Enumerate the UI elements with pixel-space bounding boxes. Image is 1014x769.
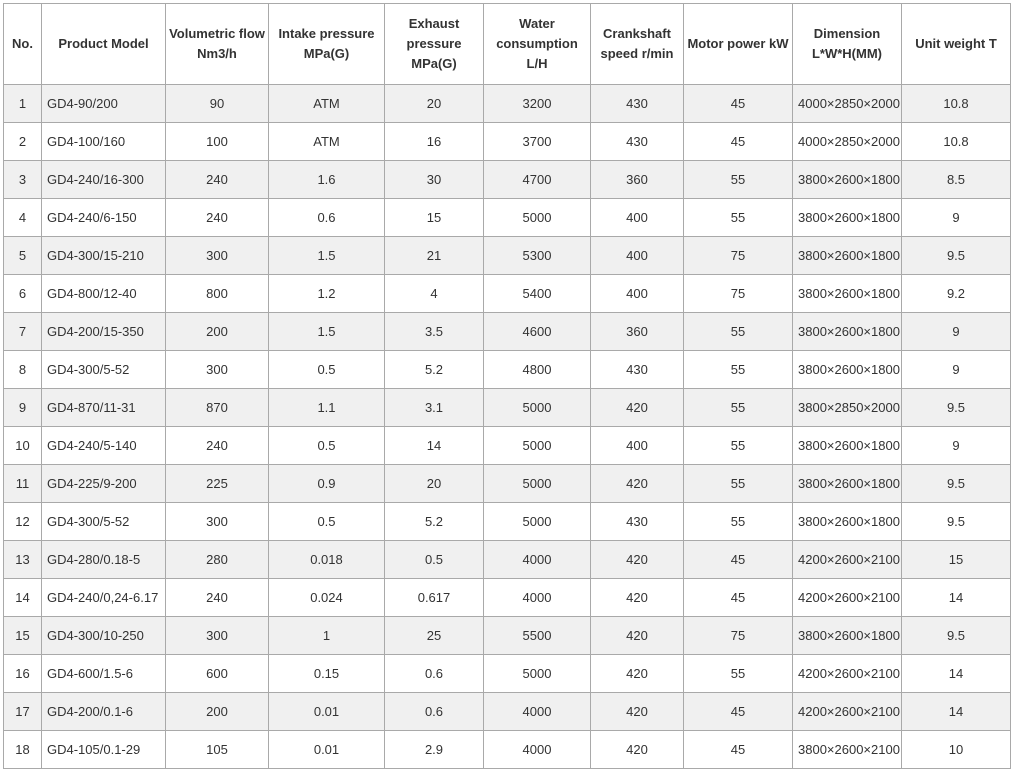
cell-motor-power: 55 xyxy=(684,199,793,237)
cell-unit-weight: 10.8 xyxy=(902,85,1011,123)
cell-no: 12 xyxy=(4,503,42,541)
header-crankshaft-speed: Crankshaft speed r/min xyxy=(591,4,684,85)
cell-water-consumption: 3200 xyxy=(484,85,591,123)
cell-intake-pressure: 0.5 xyxy=(269,427,385,465)
cell-intake-pressure: 1.6 xyxy=(269,161,385,199)
table-row xyxy=(4,351,1011,389)
cell-exhaust-pressure: 14 xyxy=(385,427,484,465)
cell-unit-weight: 14 xyxy=(902,579,1011,617)
cell-intake-pressure: 0.15 xyxy=(269,655,385,693)
cell-motor-power: 75 xyxy=(684,237,793,275)
cell-intake-pressure: 0.6 xyxy=(269,199,385,237)
cell-exhaust-pressure: 16 xyxy=(385,123,484,161)
cell-crankshaft-speed: 420 xyxy=(591,541,684,579)
cell-water-consumption: 5000 xyxy=(484,655,591,693)
table-row xyxy=(4,199,1011,237)
cell-unit-weight: 10 xyxy=(902,731,1011,769)
cell-product-model: GD4-200/15-350 xyxy=(42,313,166,351)
cell-crankshaft-speed: 400 xyxy=(591,427,684,465)
cell-dimension: 3800×2850×2000 xyxy=(793,389,902,427)
cell-product-model: GD4-240/16-300 xyxy=(42,161,166,199)
cell-exhaust-pressure: 5.2 xyxy=(385,503,484,541)
cell-exhaust-pressure: 3.1 xyxy=(385,389,484,427)
cell-crankshaft-speed: 400 xyxy=(591,237,684,275)
cell-motor-power: 45 xyxy=(684,85,793,123)
cell-product-model: GD4-280/0.18-5 xyxy=(42,541,166,579)
cell-product-model: GD4-800/12-40 xyxy=(42,275,166,313)
cell-motor-power: 55 xyxy=(684,313,793,351)
cell-crankshaft-speed: 360 xyxy=(591,313,684,351)
cell-no: 15 xyxy=(4,617,42,655)
table-row xyxy=(4,85,1011,123)
cell-dimension: 4200×2600×2100 xyxy=(793,541,902,579)
table-row xyxy=(4,313,1011,351)
cell-water-consumption: 5400 xyxy=(484,275,591,313)
cell-motor-power: 55 xyxy=(684,465,793,503)
cell-crankshaft-speed: 430 xyxy=(591,503,684,541)
cell-exhaust-pressure: 21 xyxy=(385,237,484,275)
cell-crankshaft-speed: 420 xyxy=(591,389,684,427)
cell-no: 14 xyxy=(4,579,42,617)
cell-product-model: GD4-300/5-52 xyxy=(42,351,166,389)
cell-intake-pressure: 1.5 xyxy=(269,313,385,351)
table-row xyxy=(4,731,1011,769)
cell-no: 17 xyxy=(4,693,42,731)
cell-crankshaft-speed: 360 xyxy=(591,161,684,199)
header-motor-power: Motor power kW xyxy=(684,4,793,85)
cell-no: 5 xyxy=(4,237,42,275)
cell-motor-power: 55 xyxy=(684,161,793,199)
cell-unit-weight: 9.5 xyxy=(902,465,1011,503)
cell-volumetric-flow: 200 xyxy=(166,313,269,351)
table-row xyxy=(4,123,1011,161)
cell-no: 1 xyxy=(4,85,42,123)
cell-no: 7 xyxy=(4,313,42,351)
cell-unit-weight: 15 xyxy=(902,541,1011,579)
cell-intake-pressure: 1.2 xyxy=(269,275,385,313)
cell-unit-weight: 8.5 xyxy=(902,161,1011,199)
cell-unit-weight: 9 xyxy=(902,351,1011,389)
cell-no: 3 xyxy=(4,161,42,199)
cell-volumetric-flow: 870 xyxy=(166,389,269,427)
cell-exhaust-pressure: 5.2 xyxy=(385,351,484,389)
cell-no: 4 xyxy=(4,199,42,237)
cell-exhaust-pressure: 20 xyxy=(385,465,484,503)
cell-water-consumption: 4000 xyxy=(484,579,591,617)
cell-dimension: 4000×2850×2000 xyxy=(793,123,902,161)
cell-dimension: 3800×2600×1800 xyxy=(793,351,902,389)
cell-intake-pressure: 1.1 xyxy=(269,389,385,427)
cell-intake-pressure: ATM xyxy=(269,123,385,161)
table-row xyxy=(4,693,1011,731)
cell-crankshaft-speed: 420 xyxy=(591,731,684,769)
cell-volumetric-flow: 100 xyxy=(166,123,269,161)
cell-intake-pressure: ATM xyxy=(269,85,385,123)
cell-intake-pressure: 0.5 xyxy=(269,351,385,389)
table-row xyxy=(4,579,1011,617)
cell-product-model: GD4-300/10-250 xyxy=(42,617,166,655)
cell-motor-power: 55 xyxy=(684,389,793,427)
cell-water-consumption: 4000 xyxy=(484,731,591,769)
cell-unit-weight: 9.5 xyxy=(902,617,1011,655)
cell-dimension: 3800×2600×1800 xyxy=(793,313,902,351)
cell-motor-power: 45 xyxy=(684,579,793,617)
cell-water-consumption: 5300 xyxy=(484,237,591,275)
cell-dimension: 3800×2600×2100 xyxy=(793,731,902,769)
cell-product-model: GD4-100/160 xyxy=(42,123,166,161)
cell-intake-pressure: 0.018 xyxy=(269,541,385,579)
cell-dimension: 3800×2600×1800 xyxy=(793,275,902,313)
table-body xyxy=(4,85,1011,769)
cell-water-consumption: 4000 xyxy=(484,693,591,731)
cell-volumetric-flow: 300 xyxy=(166,237,269,275)
cell-crankshaft-speed: 430 xyxy=(591,123,684,161)
cell-no: 13 xyxy=(4,541,42,579)
cell-product-model: GD4-240/6-150 xyxy=(42,199,166,237)
cell-intake-pressure: 0.01 xyxy=(269,731,385,769)
table-row xyxy=(4,617,1011,655)
cell-motor-power: 45 xyxy=(684,731,793,769)
cell-crankshaft-speed: 420 xyxy=(591,465,684,503)
table-row xyxy=(4,465,1011,503)
table-header-row xyxy=(4,4,1011,85)
cell-exhaust-pressure: 3.5 xyxy=(385,313,484,351)
header-product-model: Product Model xyxy=(42,4,166,85)
cell-crankshaft-speed: 420 xyxy=(591,693,684,731)
cell-intake-pressure: 1 xyxy=(269,617,385,655)
cell-no: 16 xyxy=(4,655,42,693)
cell-dimension: 3800×2600×1800 xyxy=(793,465,902,503)
cell-dimension: 4000×2850×2000 xyxy=(793,85,902,123)
cell-volumetric-flow: 800 xyxy=(166,275,269,313)
cell-exhaust-pressure: 30 xyxy=(385,161,484,199)
cell-product-model: GD4-870/11-31 xyxy=(42,389,166,427)
cell-motor-power: 55 xyxy=(684,655,793,693)
cell-dimension: 4200×2600×2100 xyxy=(793,579,902,617)
cell-unit-weight: 9.5 xyxy=(902,389,1011,427)
cell-crankshaft-speed: 420 xyxy=(591,655,684,693)
cell-exhaust-pressure: 0.6 xyxy=(385,655,484,693)
cell-unit-weight: 9.5 xyxy=(902,503,1011,541)
cell-dimension: 4200×2600×2100 xyxy=(793,655,902,693)
cell-volumetric-flow: 280 xyxy=(166,541,269,579)
product-spec-table xyxy=(3,3,1011,769)
cell-motor-power: 55 xyxy=(684,351,793,389)
cell-unit-weight: 14 xyxy=(902,655,1011,693)
cell-exhaust-pressure: 0.617 xyxy=(385,579,484,617)
cell-no: 11 xyxy=(4,465,42,503)
cell-no: 2 xyxy=(4,123,42,161)
cell-unit-weight: 9.5 xyxy=(902,237,1011,275)
cell-no: 9 xyxy=(4,389,42,427)
cell-volumetric-flow: 240 xyxy=(166,161,269,199)
table-row xyxy=(4,427,1011,465)
cell-dimension: 4200×2600×2100 xyxy=(793,693,902,731)
cell-crankshaft-speed: 430 xyxy=(591,85,684,123)
cell-water-consumption: 4800 xyxy=(484,351,591,389)
cell-dimension: 3800×2600×1800 xyxy=(793,617,902,655)
table-row xyxy=(4,161,1011,199)
cell-water-consumption: 5500 xyxy=(484,617,591,655)
cell-dimension: 3800×2600×1800 xyxy=(793,161,902,199)
cell-dimension: 3800×2600×1800 xyxy=(793,503,902,541)
header-water-consumption: Water consumption L/H xyxy=(484,4,591,85)
table-row xyxy=(4,541,1011,579)
cell-water-consumption: 5000 xyxy=(484,465,591,503)
cell-volumetric-flow: 300 xyxy=(166,617,269,655)
cell-crankshaft-speed: 430 xyxy=(591,351,684,389)
cell-water-consumption: 4000 xyxy=(484,541,591,579)
cell-unit-weight: 14 xyxy=(902,693,1011,731)
cell-motor-power: 45 xyxy=(684,541,793,579)
table-row xyxy=(4,503,1011,541)
cell-crankshaft-speed: 420 xyxy=(591,579,684,617)
cell-water-consumption: 4700 xyxy=(484,161,591,199)
cell-water-consumption: 3700 xyxy=(484,123,591,161)
cell-product-model: GD4-225/9-200 xyxy=(42,465,166,503)
cell-intake-pressure: 0.5 xyxy=(269,503,385,541)
spec-table-container xyxy=(3,3,1011,769)
header-volumetric-flow: Volumetric flow Nm3/h xyxy=(166,4,269,85)
cell-product-model: GD4-105/0.1-29 xyxy=(42,731,166,769)
cell-volumetric-flow: 105 xyxy=(166,731,269,769)
cell-intake-pressure: 0.024 xyxy=(269,579,385,617)
cell-volumetric-flow: 90 xyxy=(166,85,269,123)
cell-no: 10 xyxy=(4,427,42,465)
cell-water-consumption: 5000 xyxy=(484,427,591,465)
header-unit-weight: Unit weight T xyxy=(902,4,1011,85)
header-intake-pressure: Intake pressure MPa(G) xyxy=(269,4,385,85)
cell-volumetric-flow: 300 xyxy=(166,351,269,389)
cell-exhaust-pressure: 0.6 xyxy=(385,693,484,731)
cell-product-model: GD4-300/5-52 xyxy=(42,503,166,541)
cell-exhaust-pressure: 2.9 xyxy=(385,731,484,769)
cell-product-model: GD4-200/0.1-6 xyxy=(42,693,166,731)
cell-exhaust-pressure: 15 xyxy=(385,199,484,237)
header-dimension: Dimension L*W*H(MM) xyxy=(793,4,902,85)
cell-dimension: 3800×2600×1800 xyxy=(793,427,902,465)
table-row xyxy=(4,275,1011,313)
cell-no: 6 xyxy=(4,275,42,313)
cell-unit-weight: 9 xyxy=(902,199,1011,237)
cell-no: 18 xyxy=(4,731,42,769)
cell-crankshaft-speed: 400 xyxy=(591,275,684,313)
cell-intake-pressure: 0.9 xyxy=(269,465,385,503)
cell-motor-power: 75 xyxy=(684,275,793,313)
cell-product-model: GD4-90/200 xyxy=(42,85,166,123)
cell-water-consumption: 5000 xyxy=(484,389,591,427)
cell-unit-weight: 9 xyxy=(902,313,1011,351)
cell-volumetric-flow: 240 xyxy=(166,579,269,617)
cell-unit-weight: 10.8 xyxy=(902,123,1011,161)
cell-volumetric-flow: 200 xyxy=(166,693,269,731)
cell-motor-power: 45 xyxy=(684,693,793,731)
cell-unit-weight: 9 xyxy=(902,427,1011,465)
table-row xyxy=(4,237,1011,275)
cell-exhaust-pressure: 0.5 xyxy=(385,541,484,579)
cell-motor-power: 55 xyxy=(684,503,793,541)
header-no: No. xyxy=(4,4,42,85)
cell-water-consumption: 5000 xyxy=(484,199,591,237)
cell-intake-pressure: 1.5 xyxy=(269,237,385,275)
cell-crankshaft-speed: 420 xyxy=(591,617,684,655)
cell-intake-pressure: 0.01 xyxy=(269,693,385,731)
cell-product-model: GD4-300/15-210 xyxy=(42,237,166,275)
cell-no: 8 xyxy=(4,351,42,389)
cell-exhaust-pressure: 20 xyxy=(385,85,484,123)
cell-volumetric-flow: 300 xyxy=(166,503,269,541)
cell-crankshaft-speed: 400 xyxy=(591,199,684,237)
cell-volumetric-flow: 600 xyxy=(166,655,269,693)
cell-dimension: 3800×2600×1800 xyxy=(793,237,902,275)
cell-water-consumption: 5000 xyxy=(484,503,591,541)
cell-motor-power: 45 xyxy=(684,123,793,161)
table-row xyxy=(4,655,1011,693)
cell-product-model: GD4-240/5-140 xyxy=(42,427,166,465)
cell-motor-power: 75 xyxy=(684,617,793,655)
cell-exhaust-pressure: 25 xyxy=(385,617,484,655)
cell-unit-weight: 9.2 xyxy=(902,275,1011,313)
cell-exhaust-pressure: 4 xyxy=(385,275,484,313)
cell-product-model: GD4-240/0,24-6.17 xyxy=(42,579,166,617)
cell-volumetric-flow: 240 xyxy=(166,199,269,237)
table-row xyxy=(4,389,1011,427)
cell-volumetric-flow: 225 xyxy=(166,465,269,503)
cell-volumetric-flow: 240 xyxy=(166,427,269,465)
cell-water-consumption: 4600 xyxy=(484,313,591,351)
cell-product-model: GD4-600/1.5-6 xyxy=(42,655,166,693)
cell-motor-power: 55 xyxy=(684,427,793,465)
cell-dimension: 3800×2600×1800 xyxy=(793,199,902,237)
header-exhaust-pressure: Exhaust pressure MPa(G) xyxy=(385,4,484,85)
